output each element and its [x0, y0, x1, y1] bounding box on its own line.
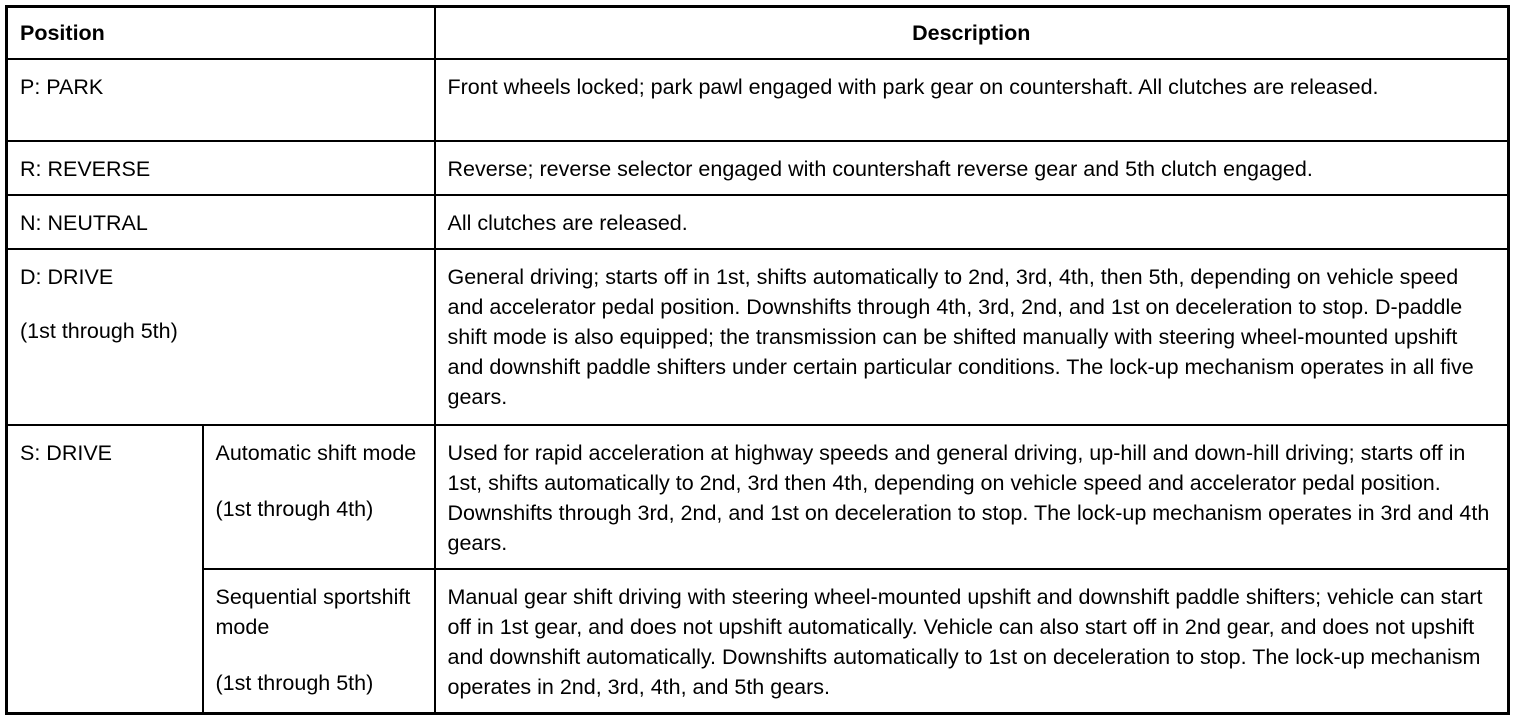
- table-row-s-drive-automatic: [7, 425, 1509, 569]
- position-cell-park: P: PARK: [7, 59, 435, 141]
- table-row-park: [7, 59, 1509, 141]
- shift-position-table-container: [5, 5, 1507, 709]
- position-cell-neutral: N: NEUTRAL: [7, 195, 435, 249]
- table-row-drive: [7, 249, 1509, 425]
- position-cell-s-drive: S: DRIVE: [7, 425, 203, 714]
- position-cell-reverse: R: REVERSE: [7, 141, 435, 195]
- description-cell-drive: General driving; starts off in 1st, shifts automatically to 2nd, 3rd, 4th, then 5th, depending on vehicle speed and accelerator pedal position. Downshifts through 4th, 3rd, 2nd, and 1st on deceleration to stop. D-paddle shift mode is also equipped; the transmission can be shifted manually with steering wheel-mounted upshift and downshift paddle shifters under certain particular conditions. The lock-up mechanism operates in all five gears.: [435, 249, 1509, 425]
- description-cell-reverse: Reverse; reverse selector engaged with countershaft reverse gear and 5th clutch engaged.: [435, 141, 1509, 195]
- table-header-row: [7, 7, 1509, 60]
- description-cell-sequential: Manual gear shift driving with steering wheel-mounted upshift and downshift paddle shifters; vehicle can start off in 1st gear, and does not upshift automatically. Vehicle can also start off in 2nd gear, and does not upshift and downshift automatically. Downshifts automatically to 1st on deceleration to stop. The lock-up mechanism operates in 2nd, 3rd, 4th, and 5th gears.: [435, 569, 1509, 714]
- gear-range-sequential: (1st through 5th): [215, 671, 374, 695]
- table-row-reverse: [7, 141, 1509, 195]
- position-column-header: Position: [7, 7, 435, 60]
- mode-label-sequential: Sequential sportshift mode: [215, 585, 411, 639]
- shift-position-table: [5, 5, 1510, 715]
- position-label-drive: D: DRIVE: [20, 265, 114, 289]
- description-cell-neutral: All clutches are released.: [435, 195, 1509, 249]
- gear-range-automatic: (1st through 4th): [215, 497, 374, 521]
- description-cell-automatic: Used for rapid acceleration at highway speeds and general driving, up-hill and down-hill driving; starts off in 1st, shifts automatically to 2nd, 3rd then 4th, depending on vehicle speed and accelerator pedal position. Downshifts through 3rd, 2nd, and 1st on deceleration to stop. The lock-up mechanism operates in 3rd and 4th gears.: [435, 425, 1509, 569]
- position-cell-drive: [7, 249, 435, 425]
- mode-cell-automatic: [203, 425, 435, 569]
- table-row-neutral: [7, 195, 1509, 249]
- description-cell-park: Front wheels locked; park pawl engaged with park gear on countershaft. All clutches are released.: [435, 59, 1509, 141]
- mode-cell-sequential: [203, 569, 435, 714]
- gear-range-drive: (1st through 5th): [20, 319, 178, 343]
- description-column-header: Description: [435, 7, 1509, 60]
- mode-label-automatic: Automatic shift mode: [215, 441, 417, 465]
- table-row-s-drive-sequential: [7, 569, 1509, 714]
